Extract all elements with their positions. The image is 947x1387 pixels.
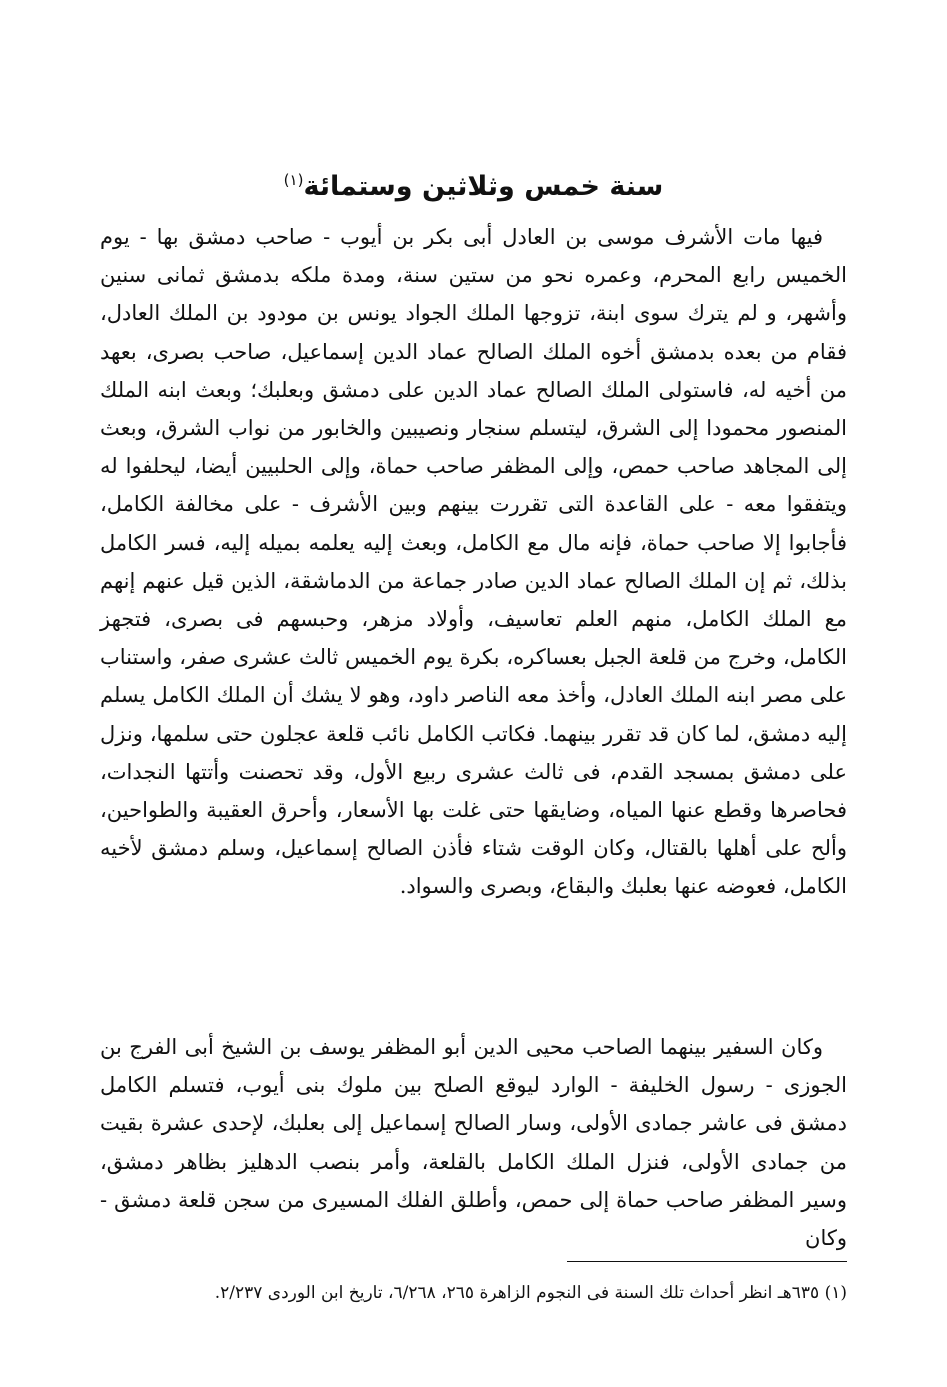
footnote: (١) ٦٣٥هـ انظر أحداث تلك السنة فى النجوم الزاهرة ٢٦٥، ٦/٢٦٨، تاريخ ابن الوردى ٢/٢٣٧.	[214, 1283, 847, 1303]
paragraph-1: فيها مات الأشرف موسى بن العادل أبى بكر بن أيوب - صاحب دمشق بها - يوم الخميس رابع المحرم، وعمره نحو من ستين سنة، ومدة ملكه بدمشق ثمانى سنين وأشهر، و لم يترك سوى ابنة، تزوجها الملك الجواد يونس بن مودود بن الملك العادل، فقام من بعده بدمشق أخوه الملك الصالح عماد الدين إسماعيل، صاحب بصرى، بعهد من أخيه له، فاستولى الملك الصالح عماد الدين على دمشق وبعلبك؛ وبعث ابنه الملك المنصور محمودا إلى الشرق، ليتسلم سنجار ونصيبين والخابور من نواب الشرق، وبعث إلى المجاهد صاحب حمص، وإلى المظفر صاحب حماة، وإلى الحلبيين أيضا، ليحلفوا له ويتفقوا معه - على القاعدة التى تقررت بينهم وبين الأشرف - على مخالفة الكامل، فأجابوا إلا صاحب حماة، فإنه مال مع الكامل، وبعث إليه يعلمه بميله إليه، فسر الكامل بذلك، ثم إن الملك الصالح عماد الدين صادر جماعة من الدماشقة، الذين قيل عنهم إنهم مع الملك الكامل، منهم العلم تعاسيف، وأولاد مزهر، وحبسهم فى بصرى، فتجهز الكامل، وخرج من قلعة الجبل بعساكره، بكرة يوم الخميس ثالث عشرى صفر، واستناب على مصر ابنه الملك العادل، وأخذ معه الناصر داود، وهو لا يشك أن الملك الكامل يسلم إليه دمشق، لما كان قد تقرر بينهما. فكاتب الكامل نائب قلعة عجلون حتى سلمها، ونزل على دمشق بمسجد القدم، فى ثالث عشرى ربيع الأول، وقد تحصنت وأتتها النجدات، فحاصرها وقطع عنها المياه، وضايقها حتى غلت بها الأسعار، وأحرق العقيبة والطواحين، وألح على أهلها بالقتال، وكان الوقت شتاء فأذن الصالح إسماعيل، وسلم دمشق لأخيه الكامل، فعوضه عنها بعلبك والبقاع، وبصرى والسواد.	[100, 225, 847, 899]
title-text: سنة خمس وثلاثين وستمائة	[303, 171, 664, 202]
paragraph-2: وكان السفير بينهما الصاحب محيى الدين أبو المظفر يوسف بن الشيخ أبى الفرج بن الجوزى - رسول الخليفة - الوارد ليوقع الصلح بين ملوك بنى أيوب، فتسلم الكامل دمشق فى عاشر جمادى الأولى، وسار الصالح إسماعيل إلى بعلبك، لإحدى عشرة بقيت من جمادى الأولى، فنزل الملك الكامل بالقلعة، وأمر بنصب الدهليز بظاهر دمشق، وسير المظفر صاحب حماة إلى حمص، وأطلق الفلك المسيرى من سجن قلعة دمشق - وكان	[100, 1035, 847, 1251]
footnote-separator	[567, 1261, 847, 1262]
footnote-marker: (١)	[283, 171, 304, 189]
page-title	[100, 160, 847, 207]
